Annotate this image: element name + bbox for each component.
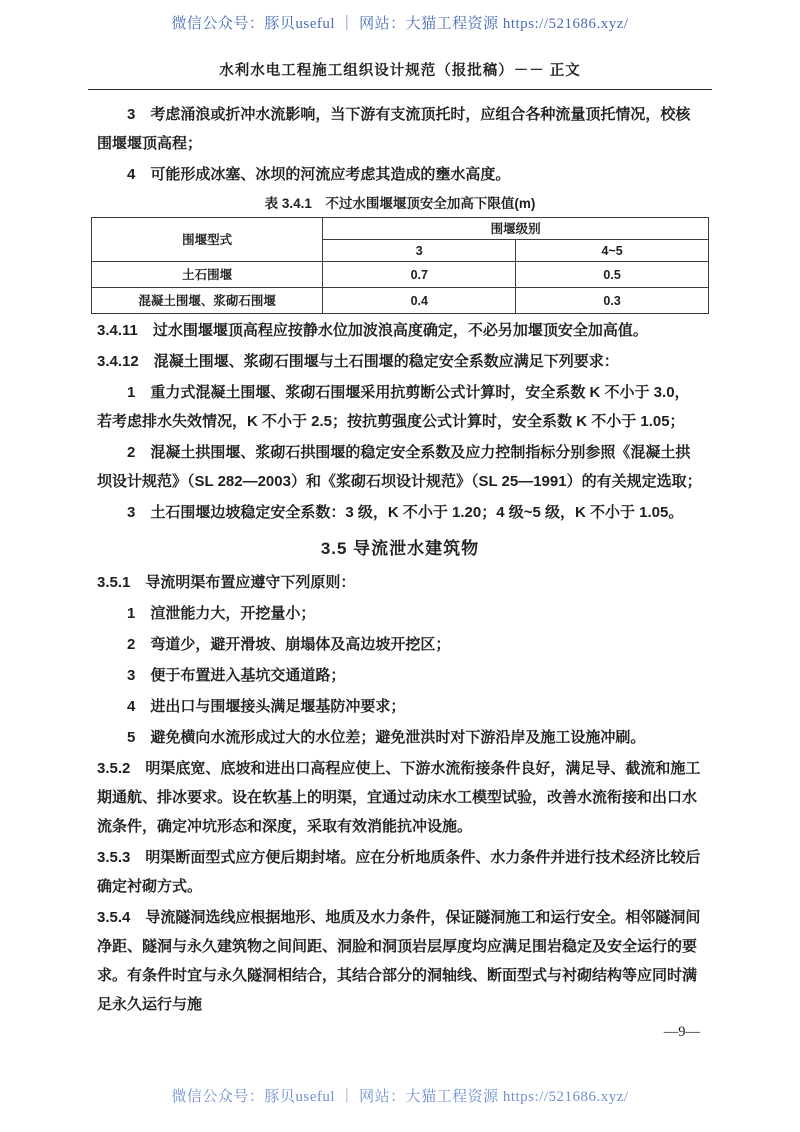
table-subheader-grade-4-5: 4~5: [516, 240, 709, 262]
table-row: [92, 262, 709, 288]
promo-banner-bottom: 微信公众号：豚贝useful ｜ 网站：大猫工程资源 https://521686.xyz/: [171, 1089, 629, 1105]
document-header-title: 水利水电工程施工组织设计规范（报批稿）－－ 正文: [219, 63, 581, 79]
clause-3-5-1-item-1: 1 渲泄能力大，开挖量小；: [127, 605, 316, 622]
table-header-cofferdam-type: 围堰型式: [92, 218, 323, 262]
promo-banner-top: 微信公众号：豚贝useful ｜ 网站：大猫工程资源 https://521686.xyz/: [171, 16, 629, 32]
table-subheader-grade-3: 3: [323, 240, 516, 262]
clause-3-5-1-item-2: 2 弯道少，避开滑坡、崩塌体及高边坡开挖区；: [127, 636, 451, 653]
clause-3-5-1-item-4: 4 进出口与围堰接头满足堰基防冲要求；: [127, 698, 406, 715]
clause-3-4-12-item-1: 1 重力式混凝土围堰、浆砌石围堰采用抗剪断公式计算时，安全系数 K 不小于 3.0，若考虑排水失效情况，K 不小于 2.5；按抗剪强度公式计算时，安全系数 K 不小于 1.05；: [97, 384, 690, 430]
clause-3-4-11: 3.4.11 过水围堰堰顶高程应按静水位加波浪高度确定，不必另加堰顶安全加高值。: [97, 322, 648, 339]
clause-3-4-12-item-2: 2 混凝土拱围堰、浆砌石拱围堰的稳定安全系数及应力控制指标分别参照《混凝土拱坝设计规范》（SL 282—2003）和《浆砌石坝设计规范》（SL 25—1991）的有关规定选取；: [97, 444, 702, 490]
clause-3-4-12: 3.4.12 混凝土围堰、浆砌石围堰与土石围堰的稳定安全系数应满足下列要求：: [97, 353, 619, 370]
cofferdam-safety-margin-table: [91, 217, 709, 314]
table-cell-value: 0.4: [323, 288, 516, 314]
table-cell-row-label: 土石围堰: [92, 262, 323, 288]
table-cell-value: 0.3: [516, 288, 709, 314]
header-rule: [88, 89, 712, 90]
table-cell-row-label: 混凝土围堰、浆砌石围堰: [92, 288, 323, 314]
table-header-row-1: [92, 218, 709, 240]
clause-3-5-2: 3.5.2 明渠底宽、底坡和进出口高程应使上、下游水流衔接条件良好，满足导、截流和施工期通航、排冰要求。设在软基上的明渠，宜通过动床水工模型试验，改善水流衔接和出口水流条件，确定冲坑形态和深度，采取有效消能抗冲设施。: [97, 760, 701, 835]
clause-3-5-1-item-3: 3 便于布置进入基坑交通道路；: [127, 667, 346, 684]
list-item-3: 3 考虑涌浪或折冲水流影响，当下游有支流顶托时，应组合各种流量顶托情况，校核围堰堰顶高程；: [97, 106, 691, 152]
page-number: —9—: [663, 1024, 700, 1040]
list-item-4: 4 可能形成冰塞、冰坝的河流应考虑其造成的壅水高度。: [127, 166, 511, 183]
clause-3-5-3: 3.5.3 明渠断面型式应方便后期封堵。应在分析地质条件、水力条件并进行技术经济比较后确定衬砌方式。: [97, 849, 701, 895]
section-heading-3-5: 3.5 导流泄水建筑物: [320, 539, 480, 558]
table-header-cofferdam-grade-group: 围堰级别: [323, 218, 709, 240]
clause-3-5-1-item-5: 5 避免横向水流形成过大的水位差；避免泄洪时对下游沿岸及施工设施冲刷。: [127, 729, 646, 746]
table-cell-value: 0.5: [516, 262, 709, 288]
table-row: [92, 288, 709, 314]
table-cell-value: 0.7: [323, 262, 516, 288]
clause-3-5-1: 3.5.1 导流明渠布置应遵守下列原则：: [97, 574, 356, 591]
clause-3-5-4: 3.5.4 导流隧洞选线应根据地形、地质及水力条件，保证隧洞施工和运行安全。相邻隧洞间净距、隧洞与永久建筑物之间间距、洞脸和洞顶岩层厚度均应满足围岩稳定及安全运行的要求。有条件时宜与永久隧洞相结合，其结合部分的洞轴线、断面型式与衬砌结构等应同时满足永久运行与施: [97, 909, 701, 1013]
document-body: [97, 100, 703, 1019]
clause-3-4-12-item-3: 3 土石围堰边坡稳定安全系数：3 级，K 不小于 1.20；4 级~5 级，K 不小于 1.05。: [127, 504, 684, 521]
table-caption: 表 3.4.1 不过水围堰堰顶安全加高下限值(m): [264, 196, 536, 211]
